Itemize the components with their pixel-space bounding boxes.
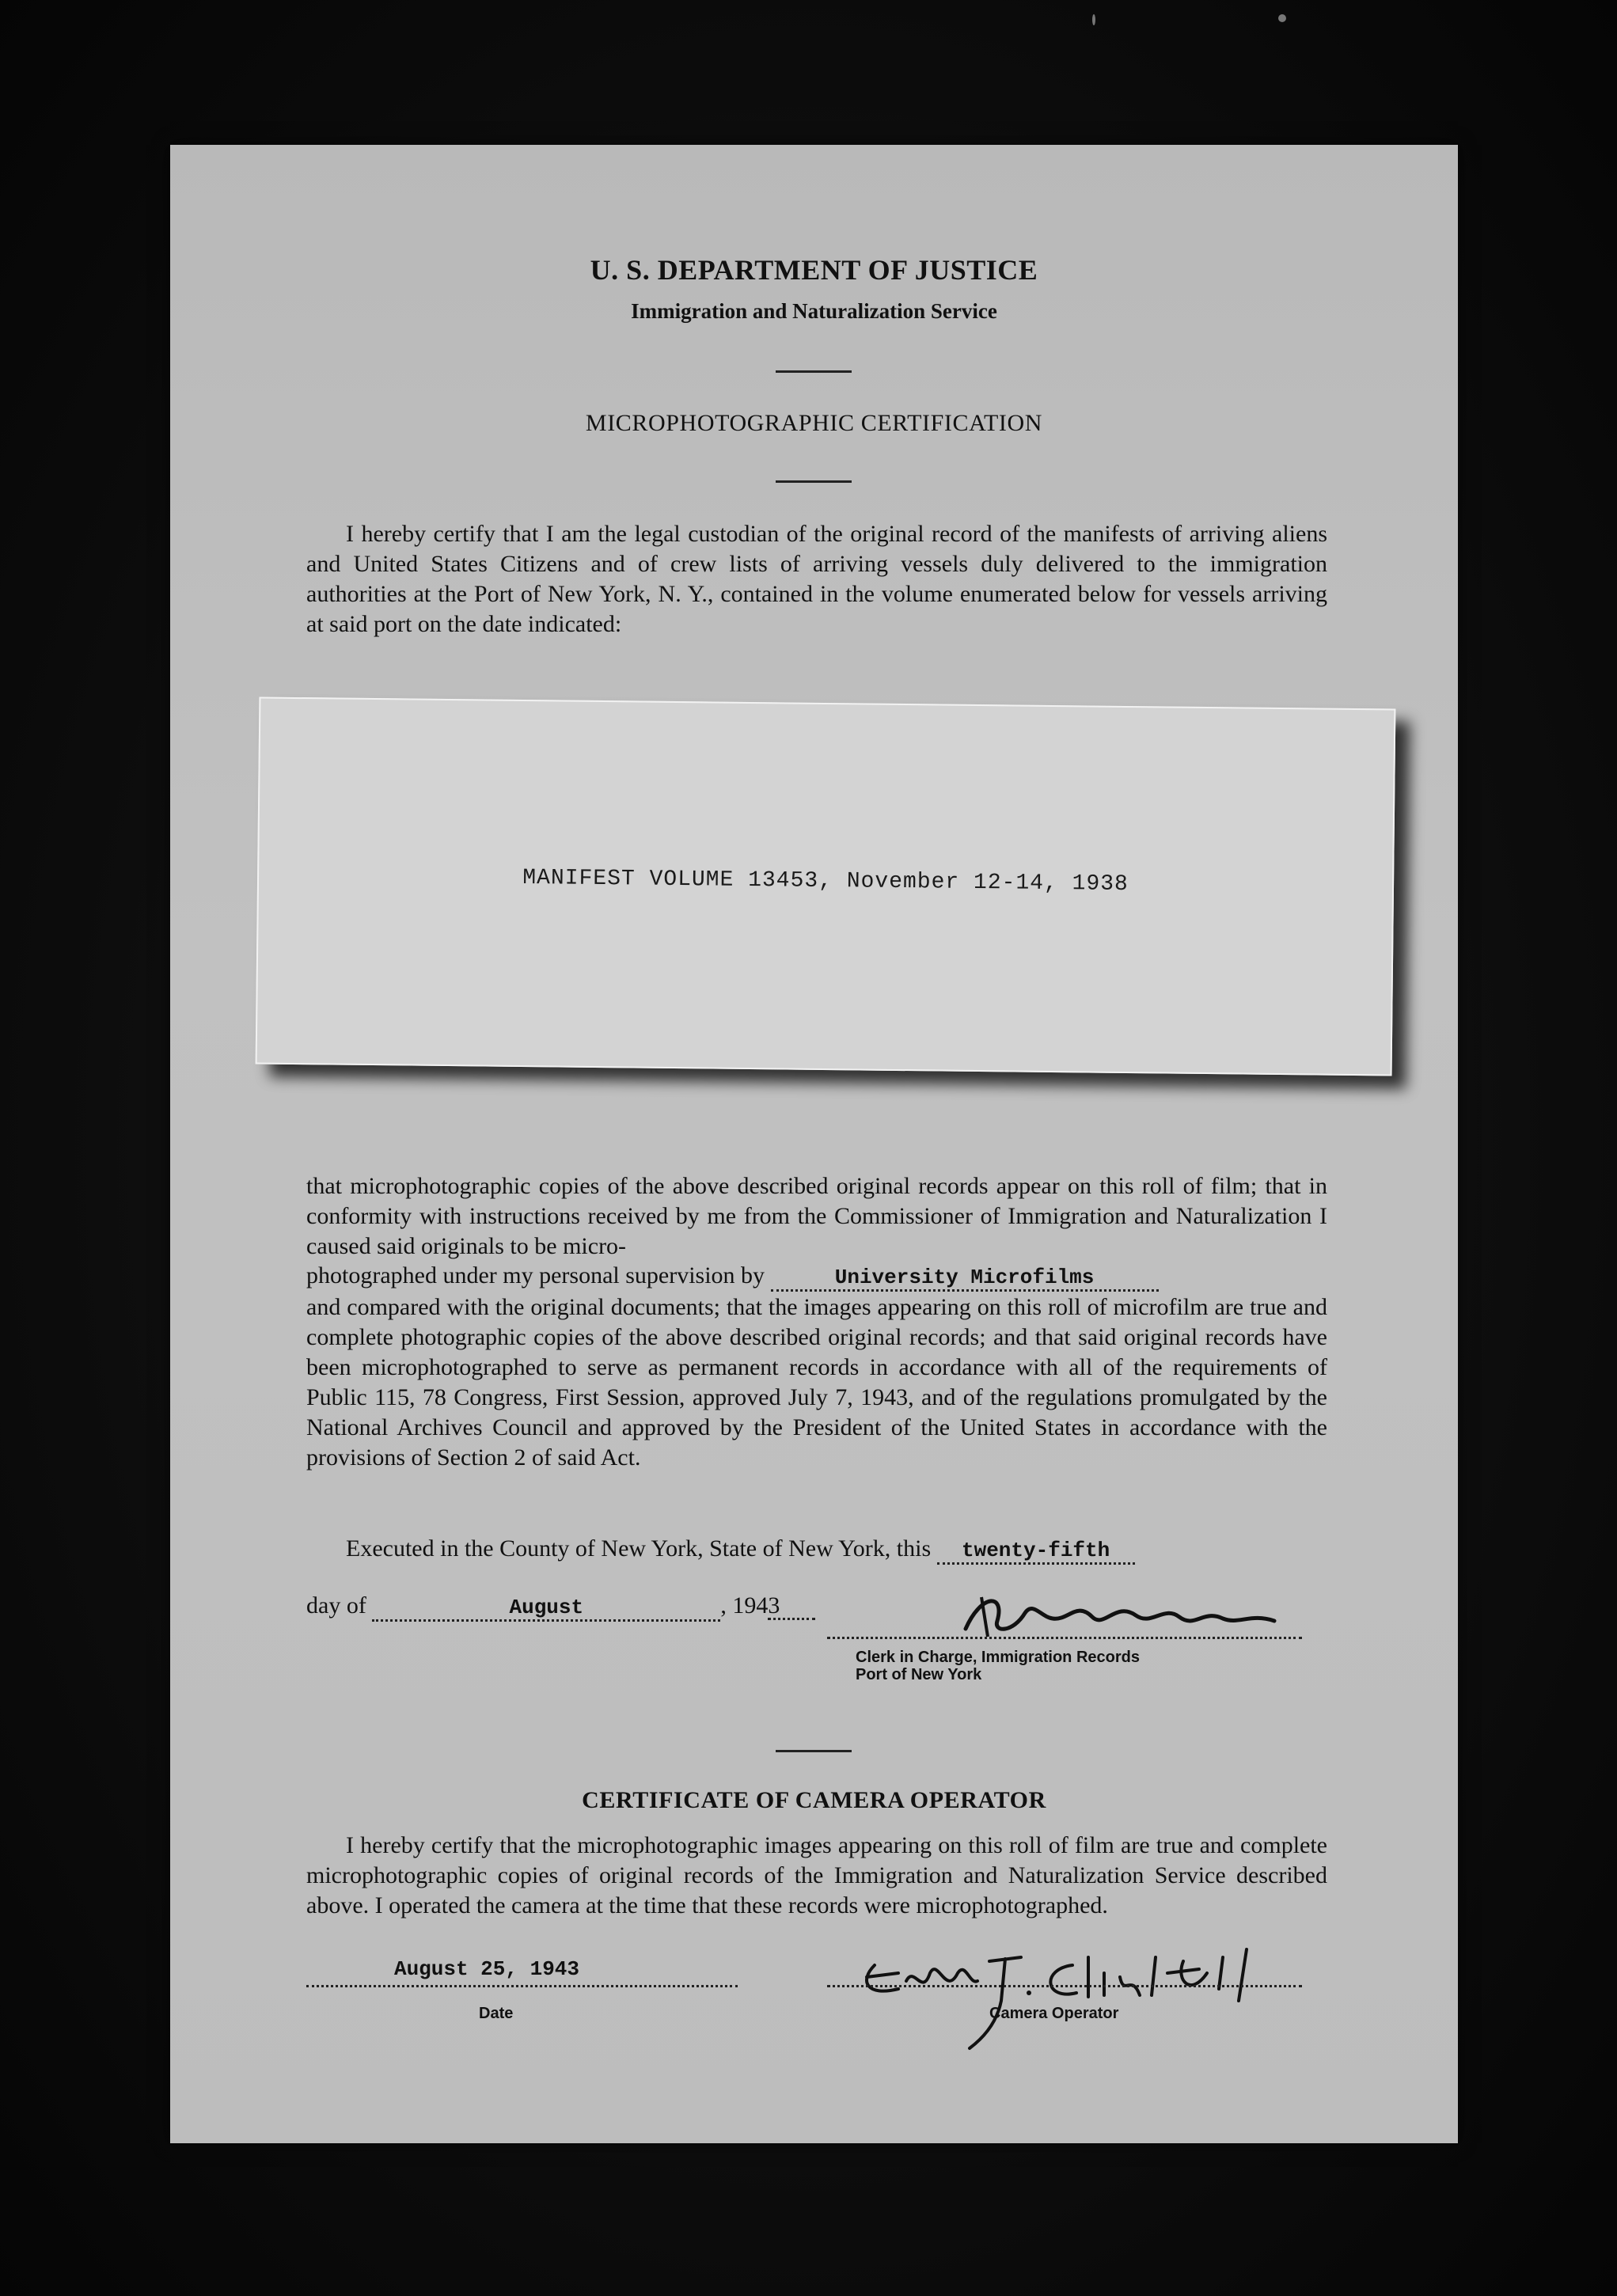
year-prefix: , 194 — [720, 1592, 769, 1619]
date-line — [306, 1985, 738, 1987]
clerk-caption-line1: Clerk in Charge, Immigration Records — [856, 1649, 1140, 1666]
camera-certificate-title: CERTIFICATE OF CAMERA OPERATOR — [582, 1787, 1046, 1813]
date-label: Date — [479, 2005, 514, 2022]
supervision-prefix: photographed under my personal supervision by — [306, 1262, 765, 1288]
divider — [776, 370, 852, 373]
certificate-page — [170, 145, 1458, 2143]
camera-date-value: August 25, 1943 — [393, 1957, 580, 1981]
certification-title: MICROPHOTOGRAPHIC CERTIFICATION — [585, 410, 1043, 436]
execution-day: twenty-fifth — [937, 1539, 1135, 1565]
camera-operator-signature-line — [827, 1985, 1302, 1987]
divider — [776, 1750, 852, 1752]
body-rest: and compared with the original documents; that the images appearing on this roll of microfilm are true and complete photographic copies of the above described original records; and that said original records have been microphotographed to serve as permanent records in accordance with all of the requirements of Public 115, 78 Congress, First Session, approved July 7, 1943, and of the regulations promulgated by the National Archives Council and approved by the President of the United States in accordance with the provisions of Section 2 of said Act. — [306, 1294, 1327, 1471]
clerk-signature — [950, 1585, 1330, 1649]
body-lead: that microphotographic copies of the above described original records appear on this roll of film; that in conformity with instructions received by me from the Commissioner of Immigration and Naturalization I caused said originals to be micro- — [306, 1173, 1327, 1259]
camera-certificate-text: I hereby certify that the microphotographic images appearing on this roll of film are true and complete microphotographic copies of original records of the Immigration and Naturalization Service described above. I operated the camera at the time that these records were microphotographed. — [306, 1832, 1327, 1918]
clerk-caption-line2: Port of New York — [856, 1666, 982, 1683]
supervisor-name: University Microfilms — [771, 1266, 1159, 1292]
execution-month: August — [372, 1596, 720, 1622]
film-mark — [1092, 14, 1095, 25]
service-heading: Immigration and Naturalization Service — [631, 299, 997, 323]
department-heading: U. S. DEPARTMENT OF JUSTICE — [590, 254, 1038, 286]
date-line — [306, 1591, 815, 1622]
day-of-label: day of — [306, 1592, 366, 1619]
manifest-slip — [256, 696, 1396, 1076]
execution-line — [346, 1534, 1327, 1565]
clerk-signature-line — [827, 1637, 1302, 1639]
execution-prefix: Executed in the County of New York, State of New York, this — [346, 1535, 932, 1562]
intro-paragraph: I hereby certify that I am the legal custodian of the original record of the manifests of arriving aliens and United States Citizens and of crew lists of arriving vessels duly delivered to the immigration authorities at the Port of New York, N. Y., contained in the volume enumerated below for vessels arriving at said port on the date indicated: — [306, 521, 1327, 637]
camera-operator-signature — [851, 1926, 1294, 2052]
camera-operator-label: Camera Operator — [989, 2005, 1119, 2022]
manifest-volume-text: MANIFEST VOLUME 13453, November 12-14, 1938 — [522, 865, 1129, 898]
year-digit: 3 — [768, 1594, 815, 1620]
film-mark — [1278, 14, 1286, 22]
divider — [776, 480, 852, 483]
supervision-line — [306, 1261, 1327, 1292]
